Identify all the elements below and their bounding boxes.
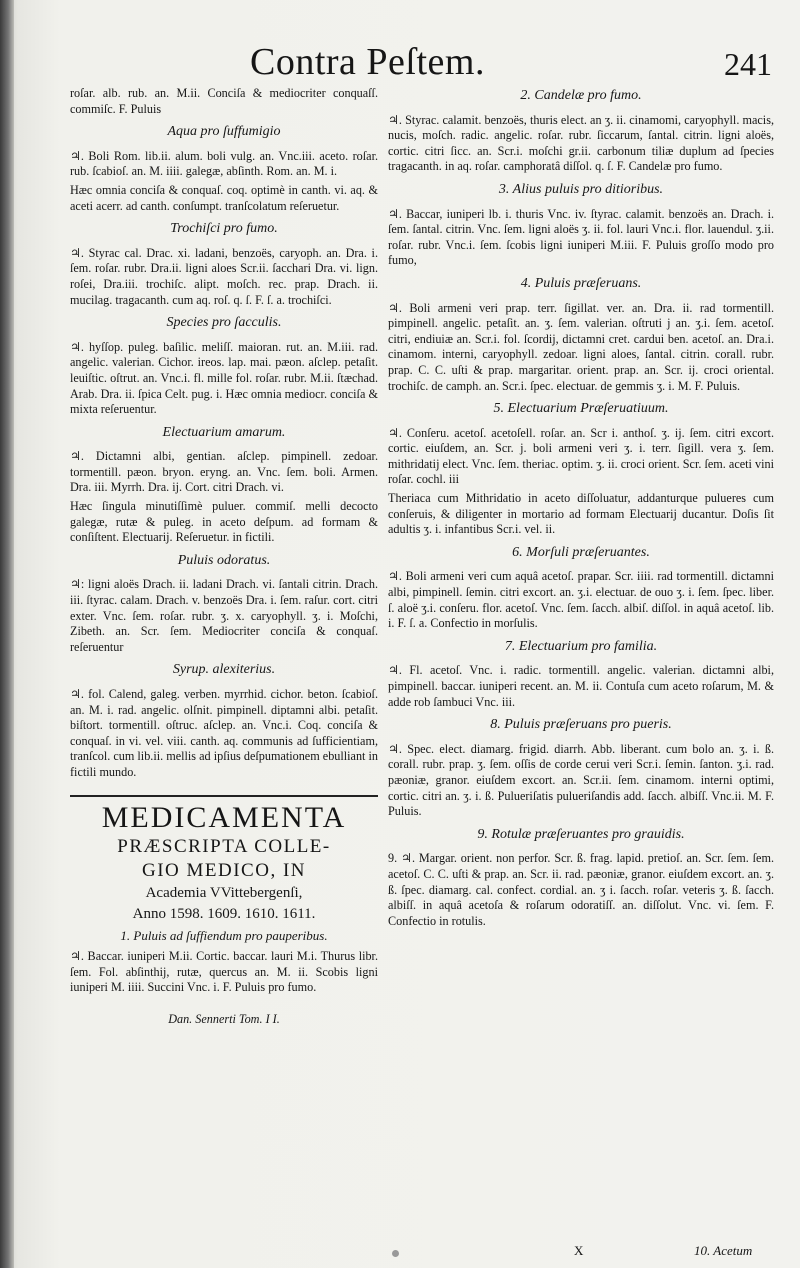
section-heading: Species pro ſacculis. [166, 315, 282, 331]
section-heading: Trochiſci pro fumo. [170, 221, 278, 237]
paragraph: ♃. Fl. acetoſ. Vnc. i. radic. tormentill. angelic. valerian. dictamni albi, pimpinell. baccar. iuniperi recent. an. M. ii. Contuſa cum aceto roſarum, M. & adde rob ſambuci Vnc. iii. [388, 663, 774, 709]
section-heading: Aqua pro ſuffumigio [167, 124, 281, 140]
paragraph: 9. ♃. Margar. orient. non perfor. Scr. ß. frag. lapid. pretioſ. an. Scr. ſem. ſem. acetoſ. C. C. uſti & prap. an. Scr. ii. rad. pæoniæ, granor. eiuſdem excort. an. ʒ. ß. ſpec. diamarg. cal. confect. cordial. an. ʒ i. ſacch. roſar. veteris ʒ. ß. ſacch. albiſſ. in aquâ acetoſa & roſarum odoratiſſ. an. diſſolut. Vnc. vi. ſem. F. Confectio in rotulis. [388, 851, 774, 928]
section-heading: 4. Puluis præſeruans. [520, 275, 642, 291]
paragraph: ♃. Baccar, iuniperi lb. i. thuris Vnc. iv. ſtyrac. calamit. benzoës an. Drach. i. ſem. ſantal. citrin. Vnc. ſem. ligni aloës ʒ. ii. fol. lauri Vnc.i. flor. lauendul. ʒ.ii. roſar. rubr. Vnc.i. ſem. ſcobis ligni iuniperi M.iii. F. Puluis groſſo modo pro fumo, [388, 206, 774, 268]
paragraph: ♃. Conſeru. acetoſ. acetoſell. roſar. an. Scr i. anthoſ. ʒ. ij. ſem. citri excort. cortic. eiuſdem, an. Scr. j. boli armeni veri ʒ. i. terr. ſigill. vera ʒ. ſem. mithridatij elect. Vnc. ſem. theriac. optim. ʒ. ii. croci orient. Scr. ſem. aceti vini roſar. cochl. iii [388, 425, 774, 487]
paragraph: ♃: ligni aloës Drach. ii. ladani Drach. vi. ſantali citrin. Drach. iii. ſtyrac. calam. Drach. v. benzoës Dra. i. ſem. raſur. cort. citri exter. Vnc. ſem. roſar. rubr. ʒ. x. caryophyll. ʒ. i. Moſchi, Zibeth. an. Scr. ſem. Mediocriter conciſa & conquaſ. reſeruentur [70, 577, 378, 654]
paragraph: ♃. Dictamni albi, gentian. aſclep. pimpinell. zedoar. tormentill. pæon. bryon. eryng. an. Vnc. ſem. boli. Armen. Dra. iii. Myrrh. Dra. ij. Cort. citri Drach. vi. [70, 449, 378, 495]
book-spine-shadow [0, 0, 14, 1268]
page-number: 241 [724, 46, 772, 82]
medicamenta-subtitle-line: PRÆSCRIPTA COLLE- [117, 835, 331, 857]
section-heading: 5. Electuarium Præſeruatiuum. [493, 401, 669, 417]
paragraph: ♃. Spec. elect. diamarg. frigid. diarrh. Abb. liberant. cum bolo an. ʒ. i. ß. corall. rubr. prap. ʒ. ſem. oſſis de corde cerui veri Scr.i. ſemin. ſanton. ʒ.i. rad. pæoniæ, granor. eiuſdem excort. an. Scr.ii. ſem. cinamom. interni optimi, cortic. citri an. ʒ. i. ß. Pulueriſatis pulueriſandis add. ſacch. albiſſ. Vnc.ii. M. F. Puluis. [388, 741, 774, 819]
section-heading: 2. Candelæ pro fumo. [520, 88, 642, 103]
section-heading: Puluis odoratus. [177, 552, 271, 568]
paragraph: ♃. fol. Calend, galeg. verben. myrrhid. cichor. beton. ſcabioſ. an. M. i. rad. angelic. olſnit. pimpinell. diptamni albi. petaſit. biſtort. tormentill. oſtruc. aſclep. an. Vnc.i. Coq. conciſa & conquaſ. in vi. vel. viii. canth. aq. communis ad ſufficientiam, tranſcol. cum lib.ii. mellis ad ipſius deſpumationem ebulliant in fictili mundo. [70, 687, 378, 779]
paragraph: ♃. Boli armeni veri cum aquâ acetoſ. prapar. Scr. iiii. rad tormentill. dictamni albi, pimpinell. ſemin. citri excort. an. ʒ.i. electuar. de ouo ʒ. i. ſem. ſpec. liber. ſ. aloë ʒ.i. conſeru. flor. acetoſ. Vnc. ſem. ſacch. albiſ. diſſol. in aquâ acetoſ. lib. i. F. ſ. a. Confectio in morſulis. [388, 569, 774, 631]
section-heading: 1. Puluis ad ſuffiendum pro pauperibus. [120, 927, 328, 943]
medicamenta-academia: Academia VVittebergenſi, [145, 884, 303, 901]
paragraph: ♃. Styrac. calamit. benzoës, thuris elect. an ʒ. ii. cinamomi, caryophyll. macis, nucis, moſch. radic. angelic. roſar. rubr. ſiccarum, ſantal. citrin. ligni aloës, cortic. citri ſicc. an. Scr.i. moſchi gr.ii. carbonum tiliæ duplum ad ſpecies tragacanth. in aq. roſar. camphoratâ diſſol. q. ſ. F. Candelæ pro fumo. [388, 112, 774, 174]
paragraph: ♃. Baccar. iuniperi M.ii. Cortic. baccar. lauri M.i. Thurus libr. ſem. Fol. abſinthij, rutæ, quercus an. M. ii. Scobis ligni iuniperi M. iiii. Succini Vnc. i. F. Puluis pro fumo. [70, 949, 378, 995]
paragraph: ♃. Boli armeni veri prap. terr. ſigillat. ver. an. Dra. ii. rad tormentill. pimpinell. angelic. petaſit. an. ʒ. ſem. valerian. oſtruti j an. ʒ.i. ſem. acetoſ. citri, endiuiæ an. Scr.i. fol. ſcordij, dictamni cret. cardui ben. acetoſ. an. Dra.i. cinamom. interni, caryophyll. zedoar. ligni aloes, ſantal. citrin. corall. rubr. prap. C. C. uſti & prap. margaritar. orient. prap. an. Scr. ij. croci oriental. trochiſc. de camph. an. Scr.i. ſpec. electuar. de gemmis ʒ. i. M. F. Puluis. [388, 300, 774, 393]
right-column [388, 86, 774, 932]
medicamenta-title: MEDICAMENTA [101, 800, 347, 834]
left-column [70, 86, 378, 1028]
signature-mark: X [574, 1243, 584, 1258]
paragraph: Hæc ſingula minutiſſimè puluer. commiſ. melli decocto galegæ, rutæ & puleg. in aceto deſpum. ad formam & conſiſtent. Electuarij. Reſeruetur. in fictili. [70, 499, 378, 545]
running-header: Contra Peſtem. [250, 41, 485, 83]
paragraph: ♃. Styrac cal. Drac. xi. ladani, benzoës, caryoph. an. Dra. i. ſem. roſar. rubr. Dra.ii. ligni aloes Scr.ii. ſacchari Dra. vi. lign. roſei, Dra.iii. trochiſc. alipt. moſch. rec. prap. Drach. ii. mucilag. tragacanth. cum aq. roſ. q. ſ. F. ſ. a. trochiſci. [70, 245, 378, 307]
paragraph: ♃. hyſſop. puleg. baſilic. meliſſ. maioran. rut. an. M.iii. rad. angelic. valerian. Cichor. ireos. lap. mai. pæon. aſclep. petaſit. leuiſtic. oſtrut. an. Vnc.i. fl. mille fol. roſar. rubr. M.ii. ſtæchad. Arab. Dra. ii. ſpica Celt. pug. i. Hæc omnia mediocr. conciſa & mixta reſeruentur. [70, 339, 378, 417]
section-heading: Electuarium amarum. [162, 424, 286, 440]
medicamenta-years: Anno 1598. 1609. 1610. 1611. [132, 905, 316, 922]
section-heading: 3. Alius puluis pro ditioribus. [498, 181, 664, 197]
section-heading: 8. Puluis præſeruans pro pueris. [490, 717, 672, 733]
section-heading: 9. Rotulæ præſeruantes pro grauidis. [477, 826, 685, 842]
section-heading: 6. Morſuli præſeruantes. [512, 544, 650, 560]
paragraph: ♃. Boli Rom. lib.ii. alum. boli vulg. an. Vnc.iii. aceto. roſar. rub. ſcabioſ. an. M. iiii. galegæ, abſinth. Rom. an. M. i. [70, 148, 378, 179]
medicamenta-subtitle-line: GIO MEDICO, IN [141, 859, 306, 881]
volume-signature: Dan. Sennerti Tom. I I. [168, 1011, 280, 1026]
binding-hole [392, 1250, 399, 1257]
continuation-text: roſar. alb. rub. an. M.ii. Conciſa & mediocriter conquaſſ. commiſc. F. Puluis [70, 86, 378, 116]
section-divider [70, 795, 378, 797]
paragraph: Theriaca cum Mithridatio in aceto diſſoluatur, addanturque pulueres cum conſeruis, & diligenter in mortario ad formam Electuarij ducantur. Doſis ſit adultis ʒ. i. infantibus Scr.i. vel. ii. [388, 491, 774, 537]
catchword: 10. Acetum [694, 1243, 753, 1258]
section-heading: 7. Electuarium pro familia. [504, 638, 658, 654]
paragraph: Hæc omnia conciſa & conquaſ. coq. optimè in canth. vi. aq. & aceti acerr. ad canth. conſumpt. tranſcolatum reſeruetur. [70, 182, 378, 213]
section-heading: Syrup. alexiterius. [172, 662, 276, 678]
